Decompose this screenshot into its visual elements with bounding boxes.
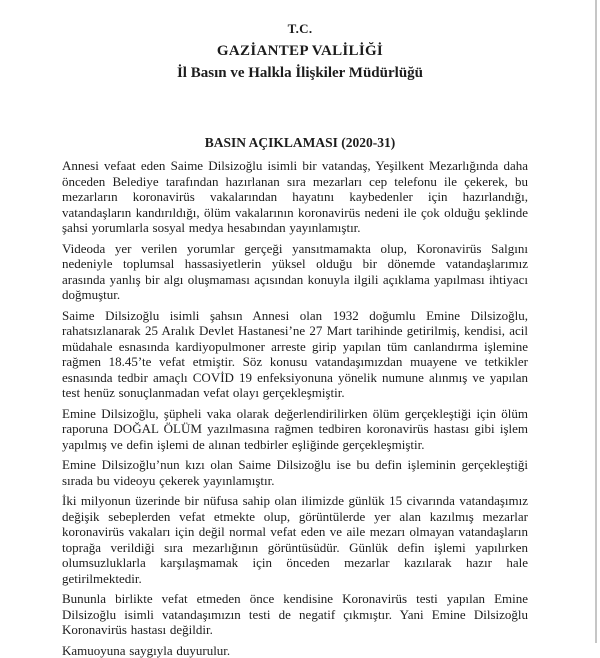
header-tc-line: T.C. bbox=[0, 21, 600, 36]
header-department-line: İl Basın ve Halkla İlişkiler Müdürlüğü bbox=[0, 64, 600, 83]
paragraph-5: Emine Dilsizoğlu’nun kızı olan Saime Dilsizoğlu ise bu defin işleminin gerçekleştiği sırada bu videoyu çekerek yayınlamıştır. bbox=[62, 457, 528, 488]
document-title: BASIN AÇIKLAMASI (2020-31) bbox=[0, 135, 600, 151]
paragraph-3: Saime Dilsizoğlu isimli şahsın Annesi olan 1932 doğumlu Emine Dilsizoğlu, rahatsızlanarak 25 Aralık Devlet Hastanesi’ne 27 Mart tarihinde getirilmiş, kendisi, acil müdahale esnasında kardiyopulmoner arreste girip yapılan tüm canlandırma işlemine rağmen 18.45’te vefat etmiştir. Söz konusu vatandaşımızdan muayene ve tetkikler esnasında tedbir amaçlı COVİD 19 enfeksiyonuna yönelik numune alınmış ve yapılan test henüz sonuçlanmadan vefat olayı gerçekleşmiştir. bbox=[62, 308, 528, 401]
document-header bbox=[0, 0, 600, 83]
paragraph-2: Videoda yer verilen yorumlar gerçeği yansıtmamakta olup, Koronavirüs Salgını nedeniyle toplumsal hassasiyetlerin yüksel olduğu bir dönemde vatandaşlarımız arasında yanlış bir algı oluşmaması açısından konuyla ilgili açıklama yapılması ihtiyacı doğmuştur. bbox=[62, 241, 528, 303]
paragraph-8: Kamuoyuna saygıyla duyurulur. bbox=[62, 643, 528, 658]
paragraph-7: Bununla birlikte vefat etmeden önce kendisine Koronavirüs testi yapılan Emine Dilsizoğlu isimli vatandaşımızın testi de negatif çıkmıştır. Yani Emine Dilsizoğlu Koronavirüs hastası değildir. bbox=[62, 591, 528, 638]
scan-edge-line bbox=[595, 0, 597, 643]
paragraph-1: Annesi vefaat eden Saime Dilsizoğlu isimli bir vatandaş, Yeşilkent Mezarlığında daha önceden Belediye tarafından hazırlanan sıra mezarları cep telefonu ile çekerek, bu mezarların koronavirüs vakalarından hayatını kaybedenler için hazırlandığı, vatandaşların kandırıldığı, ölüm vakalarının koronavirüs nedeni ile çok olduğu şeklinde şahsi yorumlarla sosyal medya hesabından yayınlamıştır. bbox=[62, 158, 528, 236]
paragraph-6: İki milyonun üzerinde bir nüfusa sahip olan ilimizde günlük 15 civarında vatandaşımız değişik sebeplerden vefat etmekte olup, görüntülerde yer alan kazılmış mezarlar koronavirüs vakaları için değil normal vefat eden ve aile mezarı olmayan vatandaşların toprağa verildiği sıra mezarlığının görüntüsüdür. Günlük defin işlemi yapılırken olumsuzluklarla karşılaşmamak için önceden mezarlar kazılarak hazır hale getirilmektedir. bbox=[62, 493, 528, 586]
header-governorship-line: GAZİANTEP VALİLİĞİ bbox=[0, 42, 600, 61]
paragraph-4: Emine Dilsizoğlu, şüpheli vaka olarak değerlendirilirken ölüm gerçekleştiği için ölüm raporuna DOĞAL ÖLÜM yazılmasına rağmen tedbiren koronavirüs hastası gibi işlem yapılmış ve defin işlemi de alınan tedbirler eşliğinde gerçekleşmiştir. bbox=[62, 406, 528, 453]
document-body bbox=[62, 158, 528, 658]
